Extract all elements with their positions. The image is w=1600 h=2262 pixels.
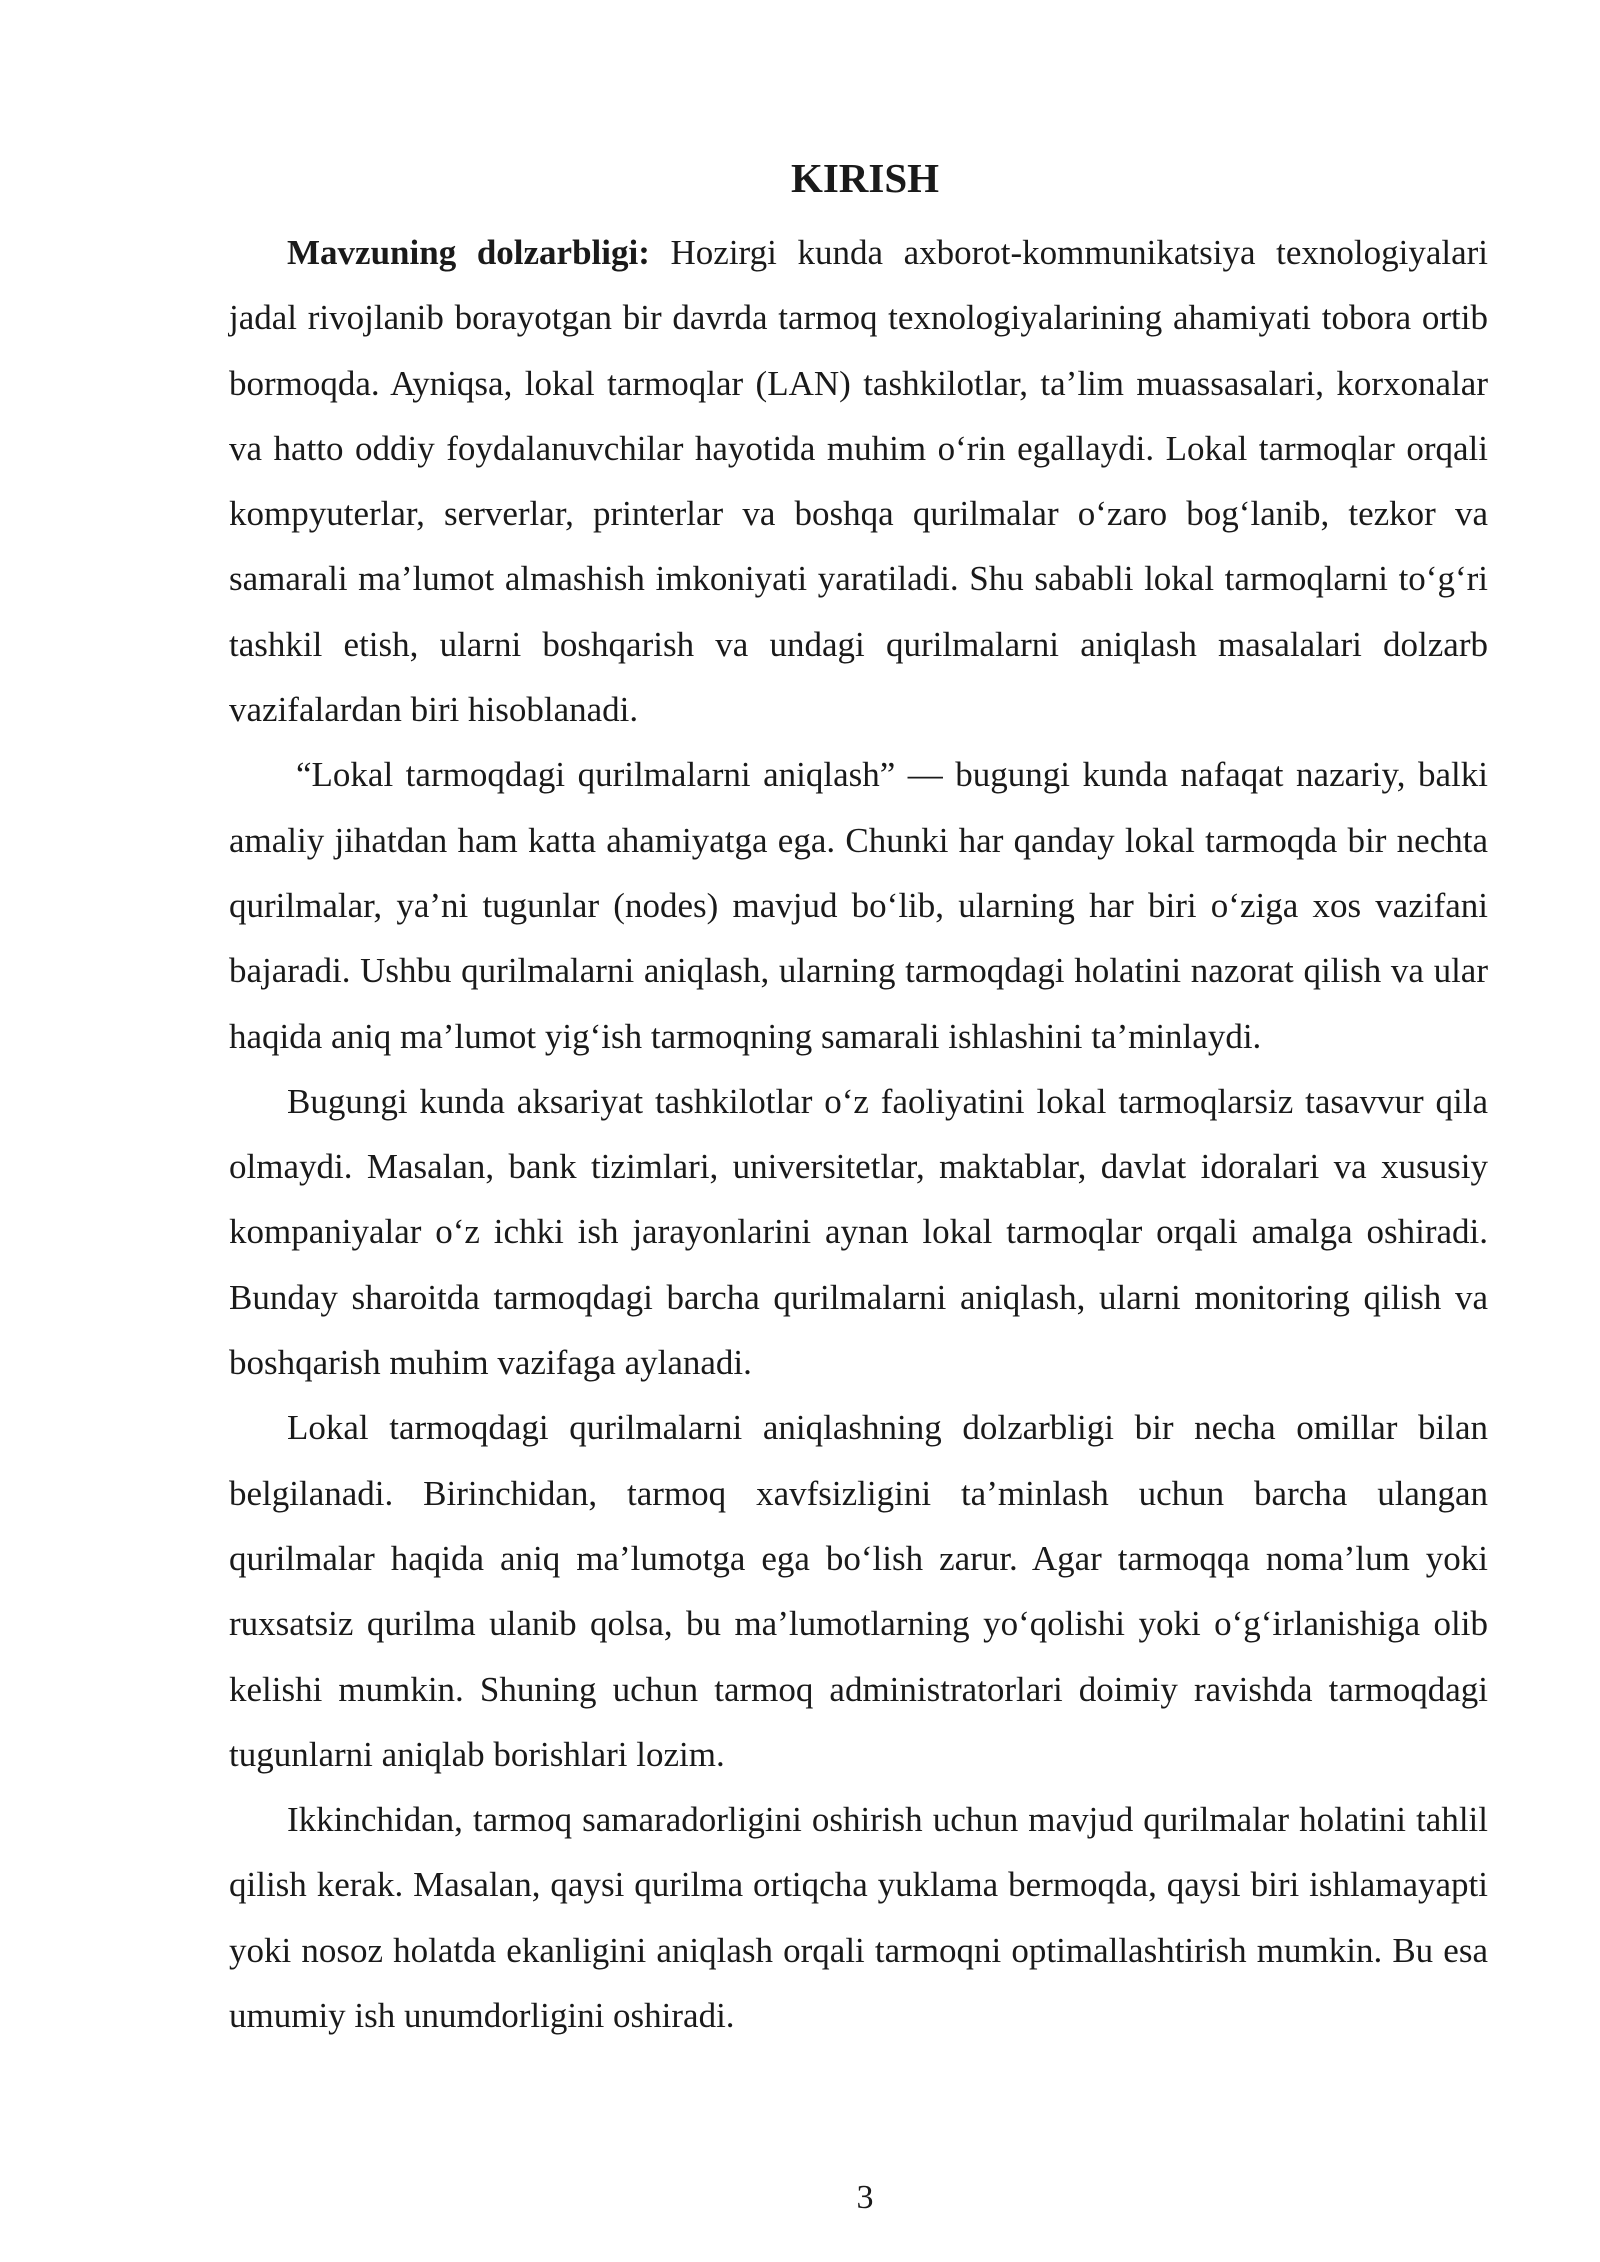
page-number: 3 [856,2179,874,2216]
paragraph-device-detection: “Lokal tarmoqdagi qurilmalarni aniqlash” — bugungi kunda nafaqat nazariy, balki amaliy jihatdan ham katta ahamiyatga ega. Chunki har qanday lokal tarmoqda bir nechta qurilmalar, ya’ni tugunlar (nodes) mavjud bo‘lib, ularning har biri o‘ziga xos vazifani bajaradi. Ushbu qurilmalarni aniqlash, ularning tarmoqdagi holatini nazorat qilish va ular haqida aniq ma’lumot yig‘ish tarmoqning samarali ishlashini ta’minlaydi. [229,755,1488,1056]
document-body [229,220,1488,2048]
page-title: KIRISH [790,155,940,201]
paragraph-security: Lokal tarmoqdagi qurilmalarni aniqlashning dolzarbligi bir necha omillar bilan belgilanadi. Birinchidan, tarmoq xavfsizligini ta’minlash uchun barcha ulangan qurilmalar haqida aniq ma’lumotga ega bo‘lish zarur. Agar tarmoqqa noma’lum yoki ruxsatsiz qurilma ulanib qolsa, bu ma’lumotlarning yo‘qolishi yoki o‘g‘irlanishiga olib kelishi mumkin. Shuning uchun tarmoq administratorlari doimiy ravishda tarmoqdagi tugunlarni aniqlab borishlari lozim. [229,1408,1488,1774]
paragraph-lead: Mavzuning dolzarbligi: [287,233,650,272]
paragraph-relevance [229,220,1488,742]
paragraph-text: Hozirgi kunda axborot-kommunikatsiya texnologiyalari jadal rivojlanib borayotgan bir davrda tarmoq texnologiyalarining ahamiyati tobora ortib bormoqda. Ayniqsa, lokal tarmoqlar (LAN) tashkilotlar, ta’lim muassasalari, korxonalar va hatto oddiy foydalanuvchilar hayotida muhim o‘rin egallaydi. Lokal tarmoqlar orqali kompyuterlar, serverlar, printerlar va boshqa qurilmalar o‘zaro bog‘lanib, tezkor va samarali ma’lumot almashish imkoniyati yaratiladi. Shu sababli lokal tarmoqlarni to‘g‘ri tashkil etish, ularni boshqarish va undagi qurilmalarni aniqlash masalalari dolzarb vazifalardan biri hisoblanadi. [229,233,1489,730]
paragraph-organizations: Bugungi kunda aksariyat tashkilotlar o‘z faoliyatini lokal tarmoqlarsiz tasavvur qila olmaydi. Masalan, bank tizimlari, universitetlar, maktablar, davlat idoralari va xususiy kompaniyalar o‘z ichki ish jarayonlarini aynan lokal tarmoqlar orqali amalga oshiradi. Bunday sharoitda tarmoqdagi barcha qurilmalarni aniqlash, ularni monitoring qilish va boshqarish muhim vazifaga aylanadi. [229,1081,1488,1383]
paragraph-efficiency: Ikkinchidan, tarmoq samaradorligini oshirish uchun mavjud qurilmalar holatini tahlil qilish kerak. Masalan, qaysi qurilma ortiqcha yuklama bermoqda, qaysi biri ishlamayapti yoki nosoz holatda ekanligini aniqlash orqali tarmoqni optimallashtirish mumkin. Bu esa umumiy ish unumdorligini oshiradi. [229,1800,1488,2036]
